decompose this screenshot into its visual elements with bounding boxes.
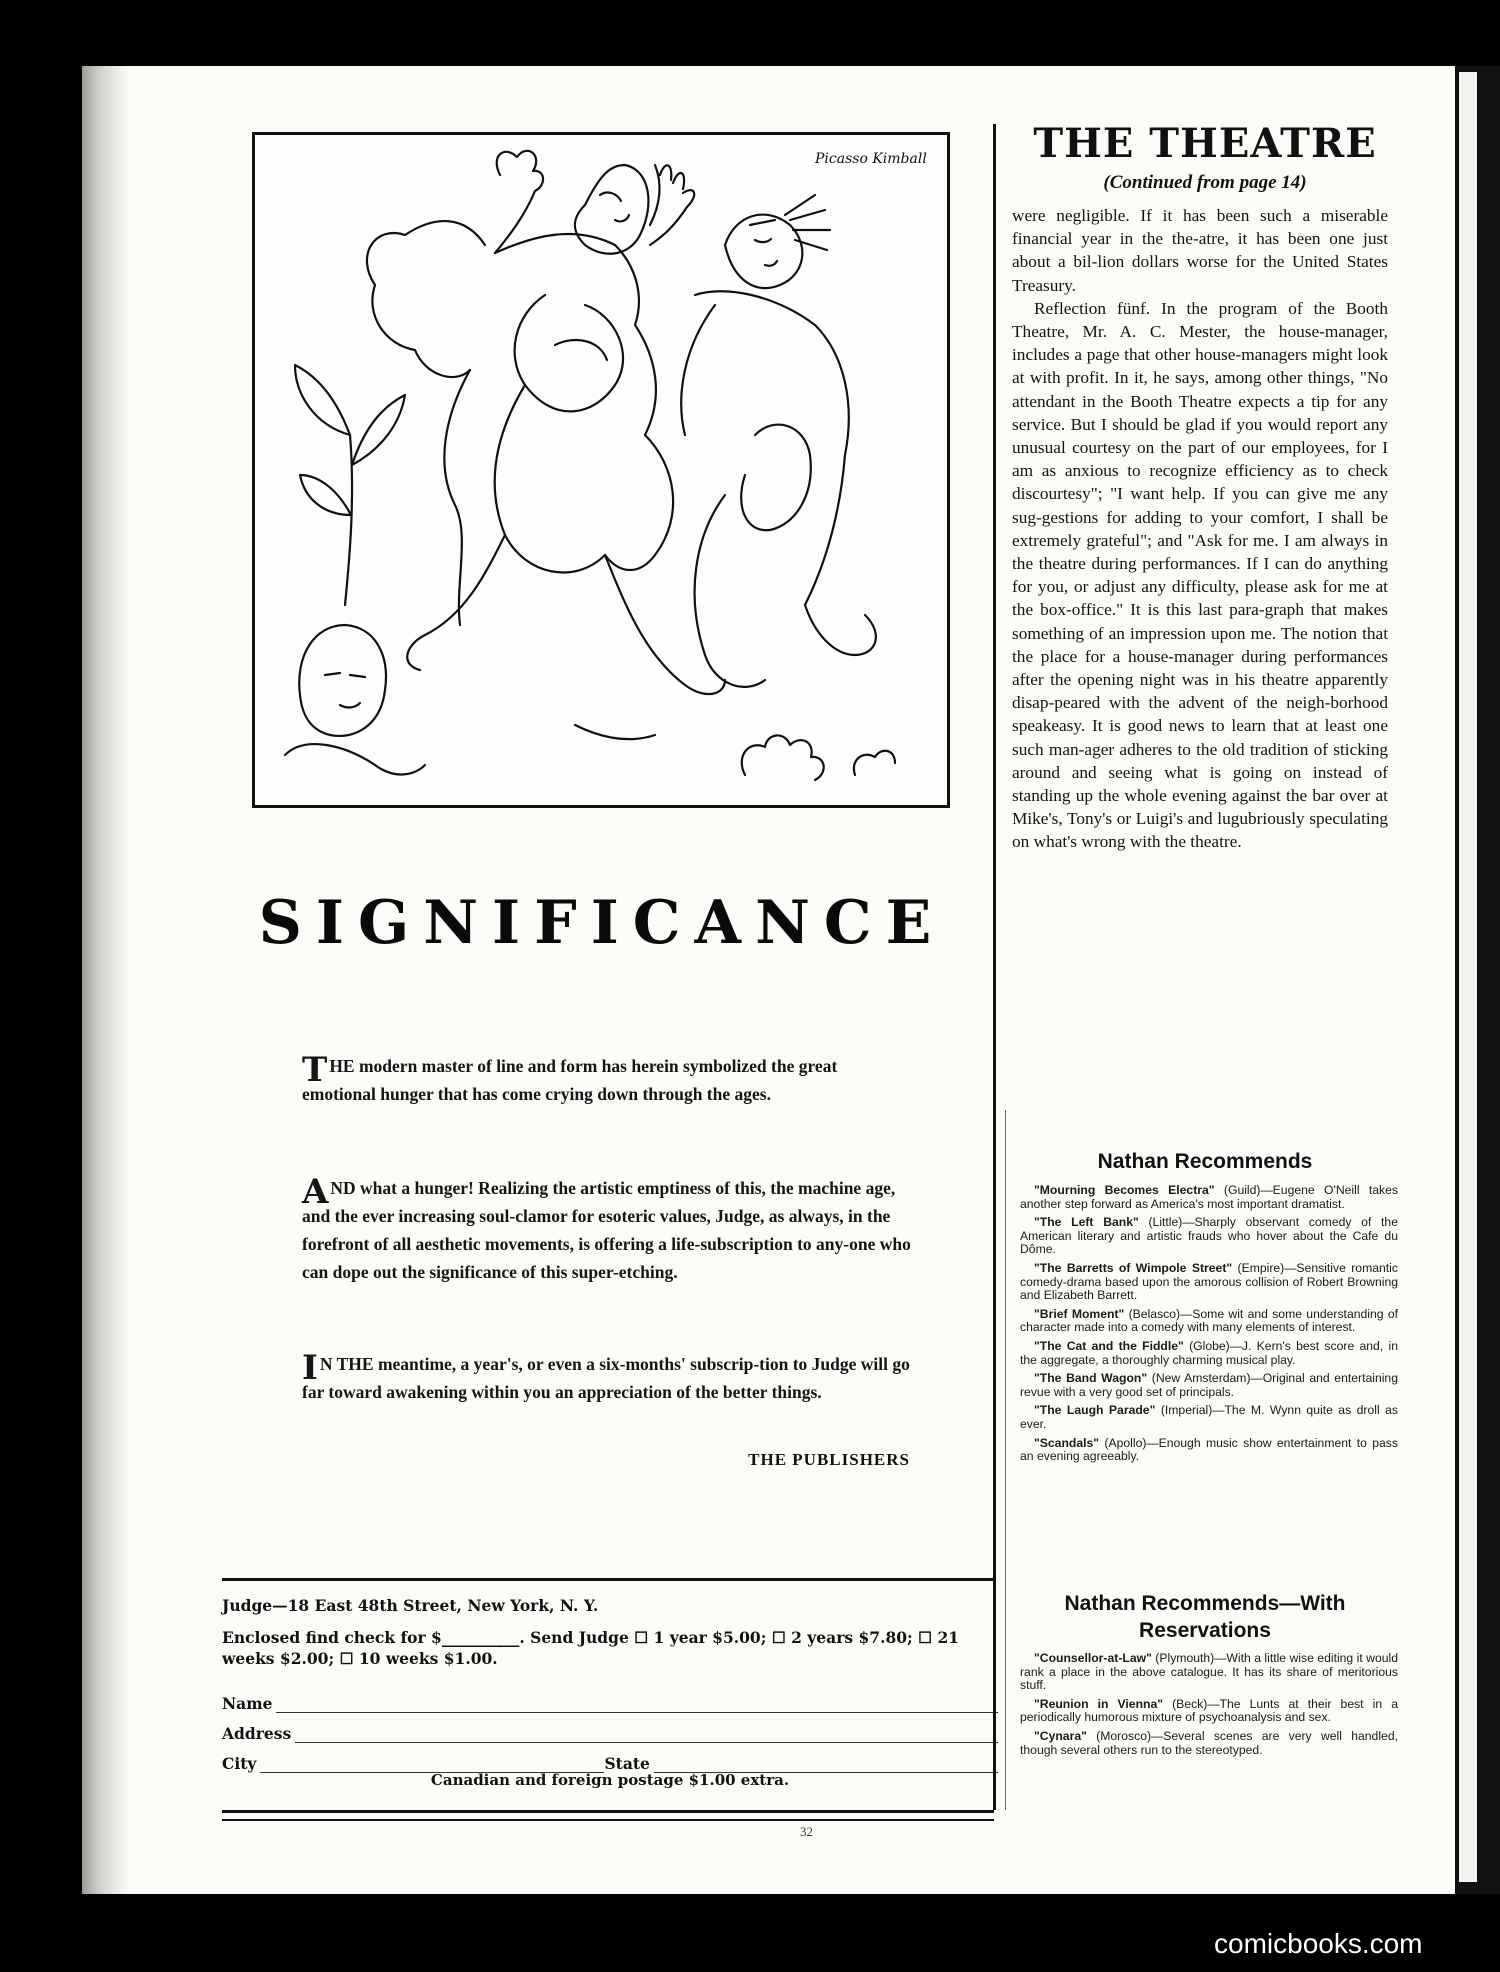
coupon-postage-note: Canadian and foreign postage $1.00 extra.	[430, 1771, 790, 1789]
reservations-heading: Nathan Recommends—With Reservations	[1064, 1592, 1346, 1642]
list-item: "Cynara" (Morosco)—Several scenes are very well handled, though several others run to the stereotyped.	[1020, 1728, 1398, 1757]
list-item: "Mourning Becomes Electra" (Guild)—Eugene O'Neill takes another step forward as America's most important dramatist.	[1020, 1183, 1398, 1211]
page-number: 32	[800, 1824, 813, 1839]
reservations-list	[1020, 1652, 1398, 1762]
line-drawing-illustration	[252, 132, 950, 808]
city-state-field[interactable]: City State	[222, 1743, 998, 1773]
recommends-heading: Nathan Recommends	[1097, 1150, 1313, 1173]
next-page-edge	[1455, 66, 1500, 1894]
column-divider-thin	[1005, 1110, 1006, 1810]
list-item: "The Band Wagon" (New Amsterdam)—Original and entertaining revue with a very good set of principals.	[1020, 1371, 1398, 1399]
coupon-top-rule	[222, 1578, 994, 1581]
continued-note: (Continued from page 14)	[1103, 172, 1307, 193]
artist-signature: Picasso Kimball	[815, 151, 927, 167]
list-item: "Brief Moment" (Belasco)—Some wit and some understanding of character made into a comedy with many elements of interest.	[1020, 1306, 1398, 1335]
subscription-coupon	[222, 1596, 998, 1789]
list-item: "The Laugh Parade" (Imperial)—The M. Wynn quite as droll as ever.	[1020, 1403, 1398, 1431]
list-item: "The Left Bank" (Little)—Sharply observant comedy of the American literary and artistic frauds who hover about the Cafe du Dôme.	[1020, 1215, 1398, 1257]
list-item: "Counsellor-at-Law" (Plymouth)—With a little wise editing it would rank a place in the above catalogue. It has its share of meritorious stuff.	[1020, 1651, 1398, 1693]
drop-cap: A	[302, 1172, 329, 1212]
name-field[interactable]: Name	[222, 1683, 998, 1713]
offer-paragraph: AND what a hunger! Realizing the artistic emptiness of this, the machine age, and the ever increasing soul-clamor for esoteric values, Judge, as always, in the forefront of all aesthetic movements, is offering a life-subscription to any-one who can dope out the significance of this super-etching.	[302, 1172, 911, 1282]
significance-headline: SIGNIFICANCE	[258, 888, 946, 958]
list-item: "The Barretts of Wimpole Street" (Empire)—Sensitive romantic comedy-drama based upon the amorous collision of Robert Browning and Elizabeth Barrett.	[1020, 1260, 1398, 1303]
publishers-signoff: THE PUBLISHERS	[748, 1450, 910, 1469]
list-item: "Scandals" (Apollo)—Enough music show entertainment to pass an evening agreeably.	[1020, 1435, 1398, 1464]
list-item: "Reunion in Vienna" (Beck)—The Lunts at their best in a periodically humorous mixture of psychoanalysis and sex.	[1020, 1696, 1398, 1725]
site-watermark: comicbooks.com	[1214, 1928, 1423, 1959]
drop-cap: T	[302, 1050, 328, 1090]
recommends-list	[1020, 1184, 1398, 1469]
subscription-paragraph: I N THE meantime, a year's, or even a six-months' subscrip-tion to Judge will go far toward awakening within you an appreciation of the better things.	[302, 1348, 910, 1402]
theatre-title: THE THEATRE	[1033, 120, 1377, 167]
drop-cap: I	[302, 1348, 318, 1388]
article-paragraph: Reflection fünf. In the program of the Booth Theatre, Mr. A. C. Mester, the house-manager, includes a page that other house-managers might look at with profit. In it, he says, among other things, "No attendant in the Booth Theatre expects a tip for any service. But I should be glad if you would report any unusual courtesy on the part of our employees, for I am as anxious to recognize efficiency as to check discourtesy"; "I want help. If you can give me any sug-gestions for adding to your comfort, I shall be extremely grateful"; and "Ask for me. I am always in the theatre during performances. If I can do anything for you, or adjust any difficulty, please ask for me at the box-office." It is this last para-graph that makes something of an impression upon me. The notion that the place for a house-manager during performances after the opening night was in his theatre apparently disap-peared with the advent of the neigh-borhood speakeasy. It is good news to learn that at least one such man-ager adheres to the old tradition of sticking around and seeing what is going on instead of standing up the whole evening against the bar over at Mike's, Tony's or Luigi's and lugubriously speculating on what's wrong with the theatre.	[1012, 298, 1388, 852]
article-paragraph: were negligible. If it has been such a miserable financial year in the the-atre, it has been one just about a bil-lion dollars worse for the United States Treasury.	[1012, 206, 1388, 295]
theatre-article	[1012, 204, 1388, 854]
address-field[interactable]: Address	[222, 1713, 998, 1743]
list-item: "The Cat and the Fiddle" (Globe)—J. Kern's best score and, in the aggregate, a thoroughly charming musical play.	[1020, 1338, 1398, 1367]
intro-paragraph: THE modern master of line and form has herein symbolized the great emotional hunger that has come crying down through the ages.	[302, 1050, 838, 1104]
coupon-bottom-rule	[222, 1810, 994, 1821]
coupon-address: Judge—18 East 48th Street, New York, N. Y.	[222, 1596, 599, 1615]
column-divider	[993, 124, 996, 1810]
page-binding-edge	[82, 66, 130, 1894]
coupon-offer: Enclosed find check for $__________. Send Judge ☐ 1 year $5.00; ☐ 2 years $7.80; ☐ 21 weeks $2.00; ☐ 10 weeks $1.00.	[222, 1628, 960, 1668]
